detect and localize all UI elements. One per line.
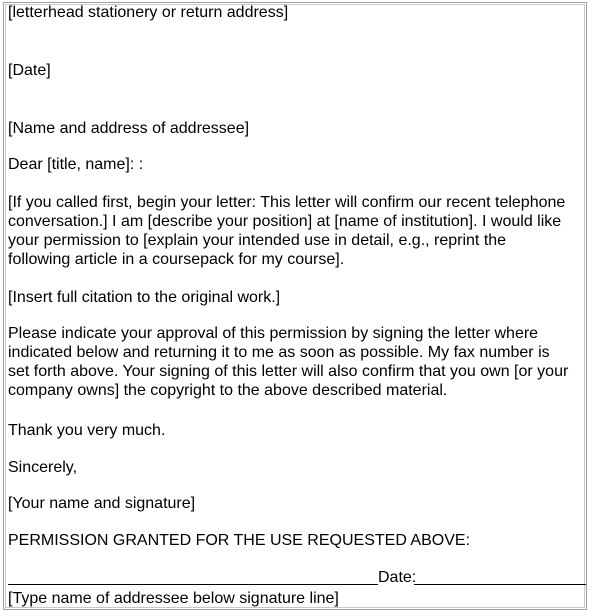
date-label: Date:	[378, 569, 417, 586]
intro-line: conversation.] I am [describe your position] at [name of institution]. I would like	[8, 213, 562, 230]
closing-line: Sincerely,	[8, 459, 78, 476]
citation-placeholder: [Insert full citation to the original work.]	[8, 289, 281, 306]
salutation: Dear [title, name]: :	[8, 156, 144, 173]
approval-line: indicated below and returning it to me as soon as possible. My fax number is	[8, 344, 550, 361]
approval-paragraph	[8, 324, 586, 400]
permission-granted-line: PERMISSION GRANTED FOR THE USE REQUESTED ABOVE:	[8, 532, 471, 549]
addressee-signature-caption: [Type name of addressee below signature line]	[8, 590, 339, 607]
approval-line: Please indicate your approval of this permission by signing the letter where	[8, 325, 539, 342]
intro-line: [If you called first, begin your letter: This letter will confirm our recent telephone	[8, 194, 566, 211]
intro-paragraph	[8, 193, 586, 269]
intro-line: your permission to [explain your intended use in detail, e.g., reprint the	[8, 232, 507, 249]
signature-underline	[8, 584, 378, 585]
date-placeholder: [Date]	[8, 62, 51, 79]
date-underline	[414, 584, 586, 585]
signature-placeholder: [Your name and signature]	[8, 495, 196, 512]
thanks-line: Thank you very much.	[8, 422, 166, 439]
approval-line: set forth above. Your signing of this letter will also confirm that you own [or your	[8, 363, 569, 380]
addressee-placeholder: [Name and address of addressee]	[8, 120, 250, 137]
approval-line: company owns] the copyright to the above described material.	[8, 382, 448, 399]
intro-line: following article in a coursepack for my course].	[8, 251, 345, 268]
letterhead-placeholder: [letterhead stationery or return address]	[8, 4, 289, 21]
signature-date-row	[8, 568, 586, 588]
